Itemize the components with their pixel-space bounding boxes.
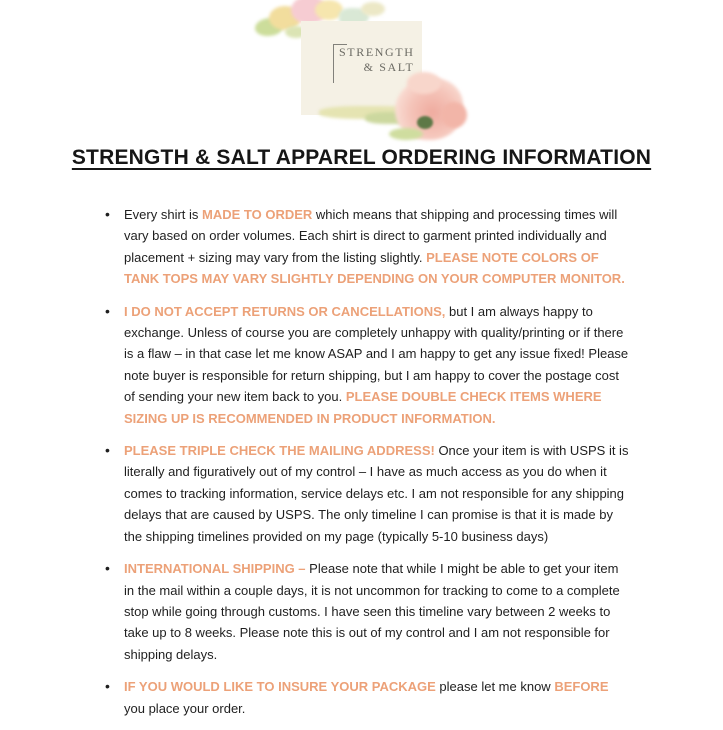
logo-floral-leaf-icon <box>389 128 423 140</box>
text-segment: please let me know <box>435 679 555 695</box>
bullet-item <box>105 204 630 290</box>
text-segment: Please note that while I might be able to get your item in the mail within a couple days, it is not uncommon for tracking to come to a complete stop while going through customs. I have seen this timeline vary between 2 weeks to take up to 8 weeks. Please note this is out of my control and I am not responsible for shipping delays. <box>124 561 620 662</box>
logo-floral-petal-icon <box>441 102 467 128</box>
highlighted-text: MADE TO ORDER <box>202 207 313 222</box>
highlighted-text: BEFORE <box>554 679 609 695</box>
brand-logo <box>257 0 467 140</box>
logo-line-2: & SALT <box>363 60 415 74</box>
bullet-item <box>105 301 630 429</box>
text-segment: you place your order. <box>124 700 246 716</box>
text-segment: which means that shipping and processing times will vary based on order volumes. Each shirt is direct to garment printed individually and placement + sizing may vary from the listing slightly. <box>124 207 618 265</box>
logo-floral-center-icon <box>417 116 433 129</box>
logo-floral-leaf-icon <box>361 2 385 16</box>
bullet-item <box>105 676 630 719</box>
text-segment: but I am always happy to exchange. Unless of course you are completely unhappy with quality/printing or if there is a flaw – in that case let me know ASAP and I am happy to get any issue fixed! Please note buyer is responsible for return shipping, but I am happy to cover the postage cost of sending your new item back to you. <box>124 303 629 405</box>
text-segment: Once your item is with USPS it is literally and figuratively out of my control – I have as much access as you do when it comes to tracking information, service delays etc. I am not responsible for any shipping delays that are caused by USPS. The only timeline I can promise is that it is made by the shipping timelines provided on my page (typically 5-10 business days) <box>124 443 629 544</box>
logo-wordmark <box>335 45 415 75</box>
text-segment: Every shirt is <box>124 207 203 222</box>
highlighted-text: PLEASE TRIPLE CHECK THE MAILING ADDRESS! <box>124 443 435 459</box>
highlighted-text: PLEASE NOTE COLORS OF TANK TOPS MAY VARY SLIGHTLY DEPENDING ON YOUR COMPUTER MONITOR. <box>124 249 625 287</box>
page-title <box>0 146 723 170</box>
highlighted-text: I DO NOT ACCEPT RETURNS OR CANCELLATIONS, <box>124 303 446 319</box>
ordering-info-list <box>105 204 630 719</box>
bullet-item <box>105 440 630 547</box>
logo-floral-petal-icon <box>407 72 441 94</box>
highlighted-text: PLEASE DOUBLE CHECK ITEMS WHERE SIZING UP IS RECOMMENDED IN PRODUCT INFORMATION. <box>124 389 602 426</box>
bullet-item <box>105 558 630 665</box>
highlighted-text: INTERNATIONAL SHIPPING – <box>124 561 310 577</box>
highlighted-text: IF YOU WOULD LIKE TO INSURE YOUR PACKAGE <box>124 679 436 695</box>
logo-line-1: STRENGTH <box>339 45 415 59</box>
page-title-text: STRENGTH & SALT APPAREL ORDERING INFORMATION <box>71 146 652 169</box>
